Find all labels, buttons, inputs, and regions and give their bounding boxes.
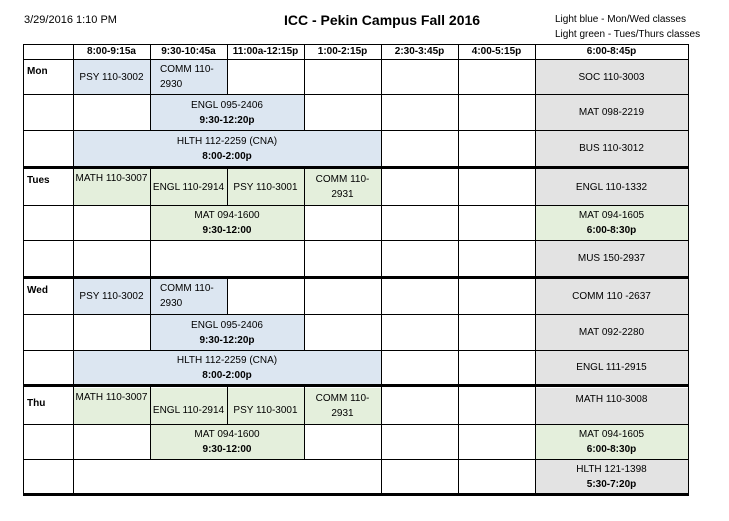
grid-line bbox=[227, 44, 228, 94]
grid-line bbox=[23, 205, 689, 206]
col-header-4: 1:00-2:15p bbox=[317, 46, 368, 57]
day-label-thu: Thu bbox=[27, 398, 46, 409]
grid-line bbox=[150, 166, 151, 276]
legend-green: Light green - Tues/Thurs classes bbox=[555, 29, 701, 40]
class-cell: MAT 098-2219 bbox=[535, 95, 688, 130]
class-cell: MAT 094-1600 9:30-12:00 bbox=[150, 206, 304, 240]
grid-line bbox=[23, 384, 689, 387]
class-cell: ENGL 111-2915 bbox=[535, 351, 688, 384]
class-cell: BUS 110-3012 bbox=[535, 131, 688, 166]
grid-line bbox=[227, 276, 228, 314]
grid-line bbox=[304, 166, 305, 276]
col-header-6: 4:00-5:15p bbox=[471, 46, 522, 57]
grid-line bbox=[23, 240, 689, 241]
grid-line bbox=[150, 276, 151, 350]
class-cell: ENGL 110-2914 bbox=[150, 388, 227, 424]
grid-line bbox=[23, 314, 689, 315]
grid-line bbox=[23, 459, 689, 460]
class-cell: ENGL 095-2406 9:30-12:20p bbox=[150, 95, 304, 130]
grid-line bbox=[150, 384, 151, 459]
grid-line bbox=[23, 493, 689, 496]
col-header-3: 11:00a-12:15p bbox=[232, 46, 299, 57]
class-cell: MAT 094-1600 9:30-12:00 bbox=[150, 425, 304, 459]
grid-line bbox=[304, 276, 305, 350]
print-datetime: 3/29/2016 1:10 PM bbox=[24, 14, 117, 26]
grid-line bbox=[535, 44, 536, 496]
class-cell: ENGL 110-1332 bbox=[535, 169, 688, 205]
grid-line bbox=[23, 94, 689, 95]
class-cell: ENGL 095-2406 9:30-12:20p bbox=[150, 315, 304, 350]
col-header-5: 2:30-3:45p bbox=[394, 46, 445, 57]
grid-line bbox=[73, 44, 74, 496]
grid-line bbox=[688, 44, 689, 496]
color-legend bbox=[555, 12, 705, 42]
grid-line bbox=[458, 44, 459, 496]
col-header-7: 6:00-8:45p bbox=[586, 46, 637, 57]
grid-line bbox=[23, 424, 689, 425]
grid-line bbox=[227, 166, 228, 205]
class-cell: COMM 110- 2931 bbox=[304, 169, 381, 205]
day-label-mon: Mon bbox=[27, 66, 48, 77]
class-cell: PSY 110-3002 bbox=[73, 279, 150, 314]
grid-line bbox=[23, 59, 689, 60]
day-label-tues: Tues bbox=[27, 175, 50, 186]
class-cell: HLTH 121-1398 5:30-7:20p bbox=[535, 460, 688, 494]
class-cell: PSY 110-3002 bbox=[73, 60, 150, 94]
class-cell: ENGL 110-2914 bbox=[150, 169, 227, 205]
day-label-wed: Wed bbox=[27, 285, 48, 296]
class-cell: COMM 110- 2930 bbox=[150, 60, 227, 94]
class-cell: MAT 094-1605 6:00-8:30p bbox=[535, 425, 688, 459]
class-cell: COMM 110 -2637 bbox=[535, 279, 688, 314]
class-cell: HLTH 112-2259 (CNA) 8:00-2:00p bbox=[73, 351, 381, 384]
grid-line bbox=[381, 44, 382, 496]
grid-line bbox=[23, 276, 689, 279]
class-cell: PSY 110-3001 bbox=[227, 169, 304, 205]
grid-line bbox=[23, 44, 24, 496]
grid-line bbox=[150, 44, 151, 130]
class-cell: HLTH 112-2259 (CNA) 8:00-2:00p bbox=[73, 131, 381, 166]
grid-line bbox=[304, 384, 305, 459]
class-cell: MUS 150-2937 bbox=[535, 241, 688, 276]
class-cell: PSY 110-3001 bbox=[227, 388, 304, 424]
class-cell: COMM 110- 2930 bbox=[150, 279, 227, 314]
legend-blue: Light blue - Mon/Wed classes bbox=[555, 14, 686, 25]
grid-line bbox=[23, 44, 689, 45]
class-cell: MATH 110-3007 bbox=[73, 388, 150, 424]
class-cell: COMM 110- 2931 bbox=[304, 388, 381, 424]
class-cell: MATH 110-3007 bbox=[73, 169, 150, 205]
class-cell: SOC 110-3003 bbox=[535, 60, 688, 94]
grid-line bbox=[23, 130, 689, 131]
col-header-2: 9:30-10:45a bbox=[161, 46, 216, 57]
col-header-1: 8:00-9:15a bbox=[87, 46, 136, 57]
class-cell: MAT 092-2280 bbox=[535, 315, 688, 350]
grid-line bbox=[23, 350, 689, 351]
grid-line bbox=[23, 166, 689, 169]
class-cell: MAT 094-1605 6:00-8:30p bbox=[535, 206, 688, 240]
class-cell: MATH 110-3008 bbox=[535, 388, 688, 424]
grid-line bbox=[304, 44, 305, 130]
grid-line bbox=[227, 384, 228, 424]
page-title: ICC - Pekin Campus Fall 2016 bbox=[284, 12, 481, 28]
